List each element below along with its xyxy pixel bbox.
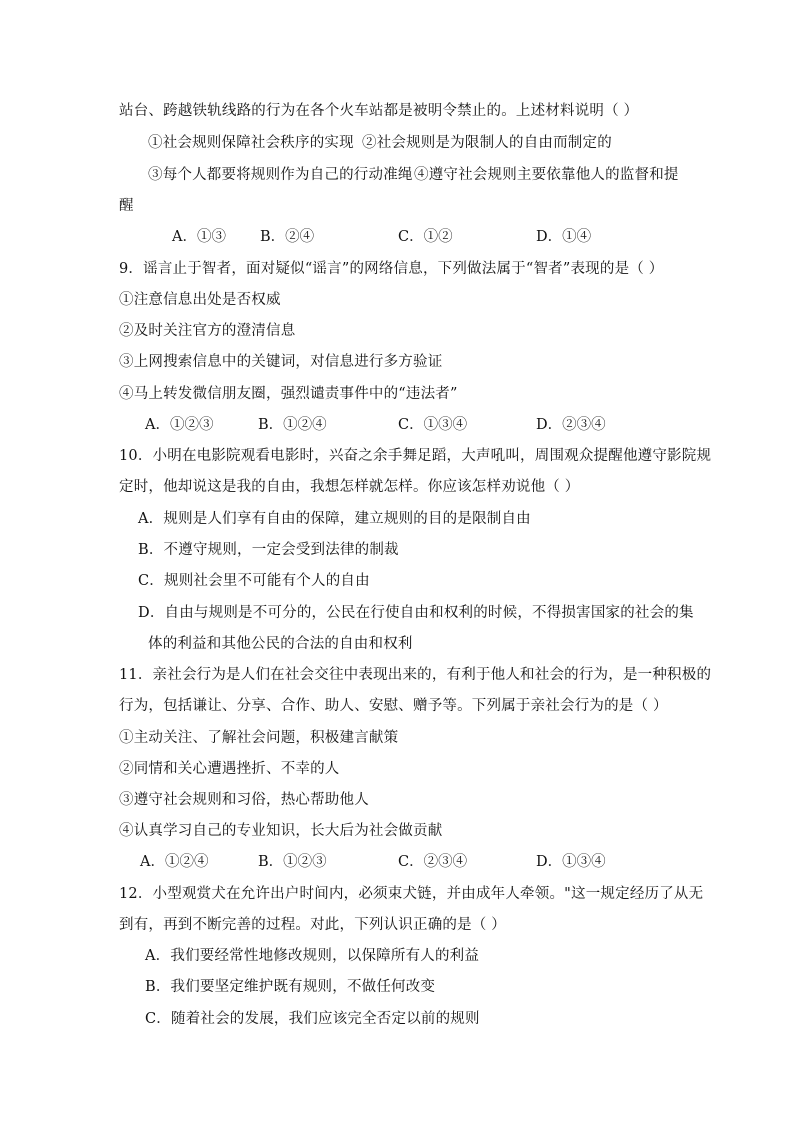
q9-option-d[interactable]: D．②③④ xyxy=(536,417,606,433)
q9-option-a[interactable]: A．①②③ xyxy=(145,417,214,433)
q11-statement-3: ③遵守社会规则和习俗，热心帮助他人 xyxy=(119,792,369,808)
q11-stem-line-1: 11．亲社会行为是人们在社会交往中表现出来的，有利于他人和社会的行为，是一种积极的 xyxy=(119,667,712,683)
q9-option-c[interactable]: C．①③④ xyxy=(398,417,468,433)
q10-option-a[interactable]: A．规则是人们享有自由的保障，建立规则的目的是限制自由 xyxy=(138,511,531,527)
q12-option-a[interactable]: A．我们要经常性地修改规则，以保障所有人的利益 xyxy=(145,948,480,964)
q9-statement-1: ①注意信息出处是否权威 xyxy=(119,292,281,308)
q8-statement-3: ③每个人都要将规则作为自己的行动准绳 xyxy=(148,167,413,183)
q9-statement-3: ③上网搜索信息中的关键词，对信息进行多方验证 xyxy=(119,354,443,370)
q12-stem-line-1: 12．小型观赏犬在允许出户时间内，必须束犬链，并由成年人牵领。"这一规定经历了从无 xyxy=(119,886,704,902)
q12-stem-line-2: 到有，再到不断完善的过程。对此，下列认识正确的是（ ） xyxy=(119,917,507,933)
q11-stem-line-2: 行为，包括谦让、分享、合作、助人、安慰、赠予等。下列属于亲社会行为的是（ ） xyxy=(119,698,668,714)
q10-stem-line-2: 定时，他却说这是我的自由，我想怎样就怎样。你应该怎样劝说他（ ） xyxy=(119,479,580,495)
q11-option-b[interactable]: B．①②③ xyxy=(258,854,327,870)
q9-statement-2: ②及时关注官方的澄清信息 xyxy=(119,323,296,339)
q11-option-d[interactable]: D．①③④ xyxy=(536,854,606,870)
q8-statement-4: ④遵守社会规则主要依靠他人的监督和提 xyxy=(414,167,679,183)
q12-option-c[interactable]: C．随着社会的发展，我们应该完全否定以前的规则 xyxy=(145,1011,480,1027)
q11-statement-2: ②同情和关心遭遇挫折、不幸的人 xyxy=(119,761,340,777)
q10-option-c[interactable]: C．规则社会里不可能有个人的自由 xyxy=(138,573,370,589)
q11-statement-1: ①主动关注、了解社会问题，积极建言献策 xyxy=(119,730,399,746)
q8-option-c[interactable]: C．①② xyxy=(398,229,453,245)
q9-stem: 9．谣言止于智者，面对疑似“谣言”的网络信息，下列做法属于“智者”表现的是（ ） xyxy=(119,261,664,277)
q8-statement-1: ①社会规则保障社会秩序的实现 xyxy=(148,135,354,151)
q10-stem-line-1: 10．小明在电影院观看电影时，兴奋之余手舞足蹈，大声吼叫，周围观众提醒他遵守影院规 xyxy=(119,448,712,464)
q10-option-d[interactable]: D．自由与规则是不可分的，公民在行使自由和权利的时候，不得损害国家的社会的集 xyxy=(138,605,694,621)
q10-option-d-wrap: 体的利益和其他公民的合法的自由和权利 xyxy=(148,636,413,652)
q8-option-b[interactable]: B．②④ xyxy=(260,229,315,245)
q9-statement-4: ④马上转发微信朋友圈，强烈谴责事件中的“违法者” xyxy=(119,386,458,402)
q8-option-d[interactable]: D．①④ xyxy=(536,229,592,245)
q12-option-b[interactable]: B．我们要坚定维护既有规则，不做任何改变 xyxy=(145,979,436,995)
q8-option-a[interactable]: A．①③ xyxy=(172,229,226,245)
q8-statement-4-wrap: 醒 xyxy=(119,198,134,214)
q11-option-a[interactable]: A．①②④ xyxy=(140,854,209,870)
q8-statement-2: ②社会规则是为限制人的自由而制定的 xyxy=(362,135,612,151)
q10-option-b[interactable]: B．不遵守规则，一定会受到法律的制裁 xyxy=(138,542,399,558)
q8-stem-continuation: 站台、跨越铁轨线路的行为在各个火车站都是被明令禁止的。上述材料说明（ ） xyxy=(119,103,639,119)
q11-statement-4: ④认真学习自己的专业知识，长大后为社会做贡献 xyxy=(119,823,443,839)
q11-option-c[interactable]: C．②③④ xyxy=(398,854,468,870)
q9-option-b[interactable]: B．①②④ xyxy=(258,417,327,433)
